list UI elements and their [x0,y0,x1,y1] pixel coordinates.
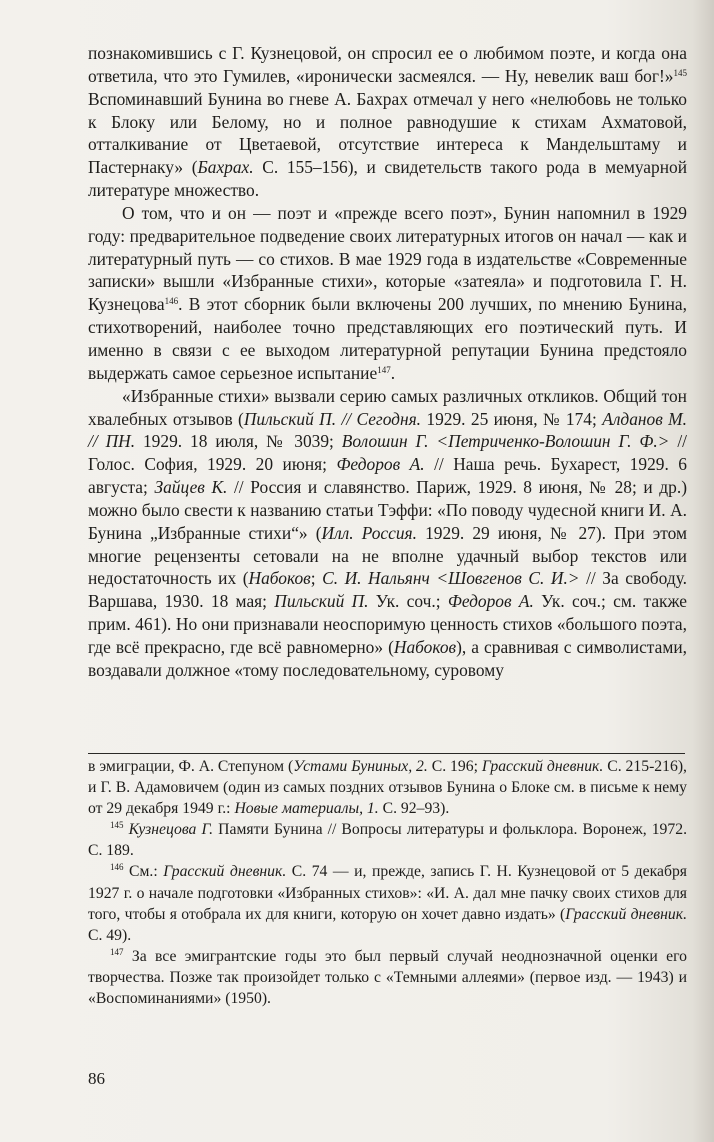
page-number: 86 [88,1069,105,1088]
footnote-147: $^{147}$ За все эмигрантские годы это был первый случай неоднозначной оценки его творчества. Позже так произойдет только с «Темными аллеями» (первое изд. — 1943) и «Воспоминаниями» (1950). [88,946,687,1008]
footnote-divider [88,753,685,754]
paragraph-3: «Избранные стихи» вызвали серию самых различных откликов. Общий тон хвалебных отзывов (Пильский П. // Сегодня. 1929. 25 июня, № 174; Алданов М. // ПН. 1929. 18 июля, № 3039; Волошин Г. <Петриченко-Волошин Г. Ф.> // Голос. София, 1929. 20 июня; Федоров А. // Наша речь. Бухарест, 1929. 6 августа; Зайцев К. // Россия и славянство. Париж, 1929. 8 июня, № 28; и др.) можно было свести к названию статьи Тэффи: «По поводу чудесной книги И. А. Бунина „Избранные стихи“» (Илл. Россия. 1929. 29 июня, № 27). При этом многие рецензенты сетовали на не вполне удачный выбор текстов или недостаточность их (Набоков; С. И. Нальянч <Шовгенов С. И.> // За свободу. Варшава, 1930. 18 мая; Пильский П. Ук. соч.; Федоров А. Ук. соч.; см. также прим. 461). Но они признавали неоспоримую ценность стихов «большого поэта, где всё прекрасно, где всё равномерно» (Набоков), а сравнивая с символистами, воздавали должное «тому последовательному, суровому [88,385,688,680]
footnote-continuation: в эмиграции, Ф. А. Степуном (Устами Буниных, 2. С. 196; Грасский дневник. С. 215-216), и Г. В. Адамовичем (один из самых поздних отзывов Бунина о Блоке см. в письме к нему от 29 декабря 1949 г.: Новые материалы, 1. С. 92–93). [88,758,687,818]
footnote-146: $^{146}$ См.: Грасский дневник. С. 74 — и, прежде, запись Г. Н. Кузнецовой от 5 декабря 1927 г. о начале подготовки «Избранных стихов»: «И. А. дал мне пачку своих стихов для того, чтобы я отобрала их для книги, которую он хочет давно издать» (Грасский дневник. С. 49). [88,862,687,944]
paragraph-2: О том, что и он — поэт и «прежде всего поэт», Бунин напомнил в 1929 году: предварительное подведение своих литературных итогов он начал — как и литературный путь — со стихов. В мае 1929 года в издательстве «Современные записки» вышли «Избранные стихи», которые «затеяла» и подготовила Г. Н. Кузнецова$^{146}$. В этот сборник были включены 200 лучших, по мнению Бунина, стихотворений, наиболее точно представляющих его поэтический путь. И именно в связи с ее выходом литературной репутации Бунина предстояло выдержать самое серьезное испытание$^{147}$. [88,202,687,383]
paragraph-1: познакомившись с Г. Кузнецовой, он спросил ее о любимом поэте, и когда она ответила, что это Гумилев, «иронически засмеялся. — Ну, невелик ваш бог!»$^{145}$ Вспоминавший Бунина во гневе А. Бахрах отмечал у него «нелюбовь не только к Блоку или Белому, но и полное равнодушие к стихам Ахматовой, отталкивание от Цветаевой, отсутствие интереса к Мандельштаму и Пастернаку» (Бахрах. С. 155–156), и свидетельств такого рода в мемуарной литературе множество. [88,43,688,201]
main-text [88,42,687,682]
footnote-145: $^{145}$ Кузнецова Г. Памяти Бунина // Вопросы литературы и фольклора. Воронеж, 1972. С. 189. [88,820,687,860]
footnotes [88,756,687,1009]
